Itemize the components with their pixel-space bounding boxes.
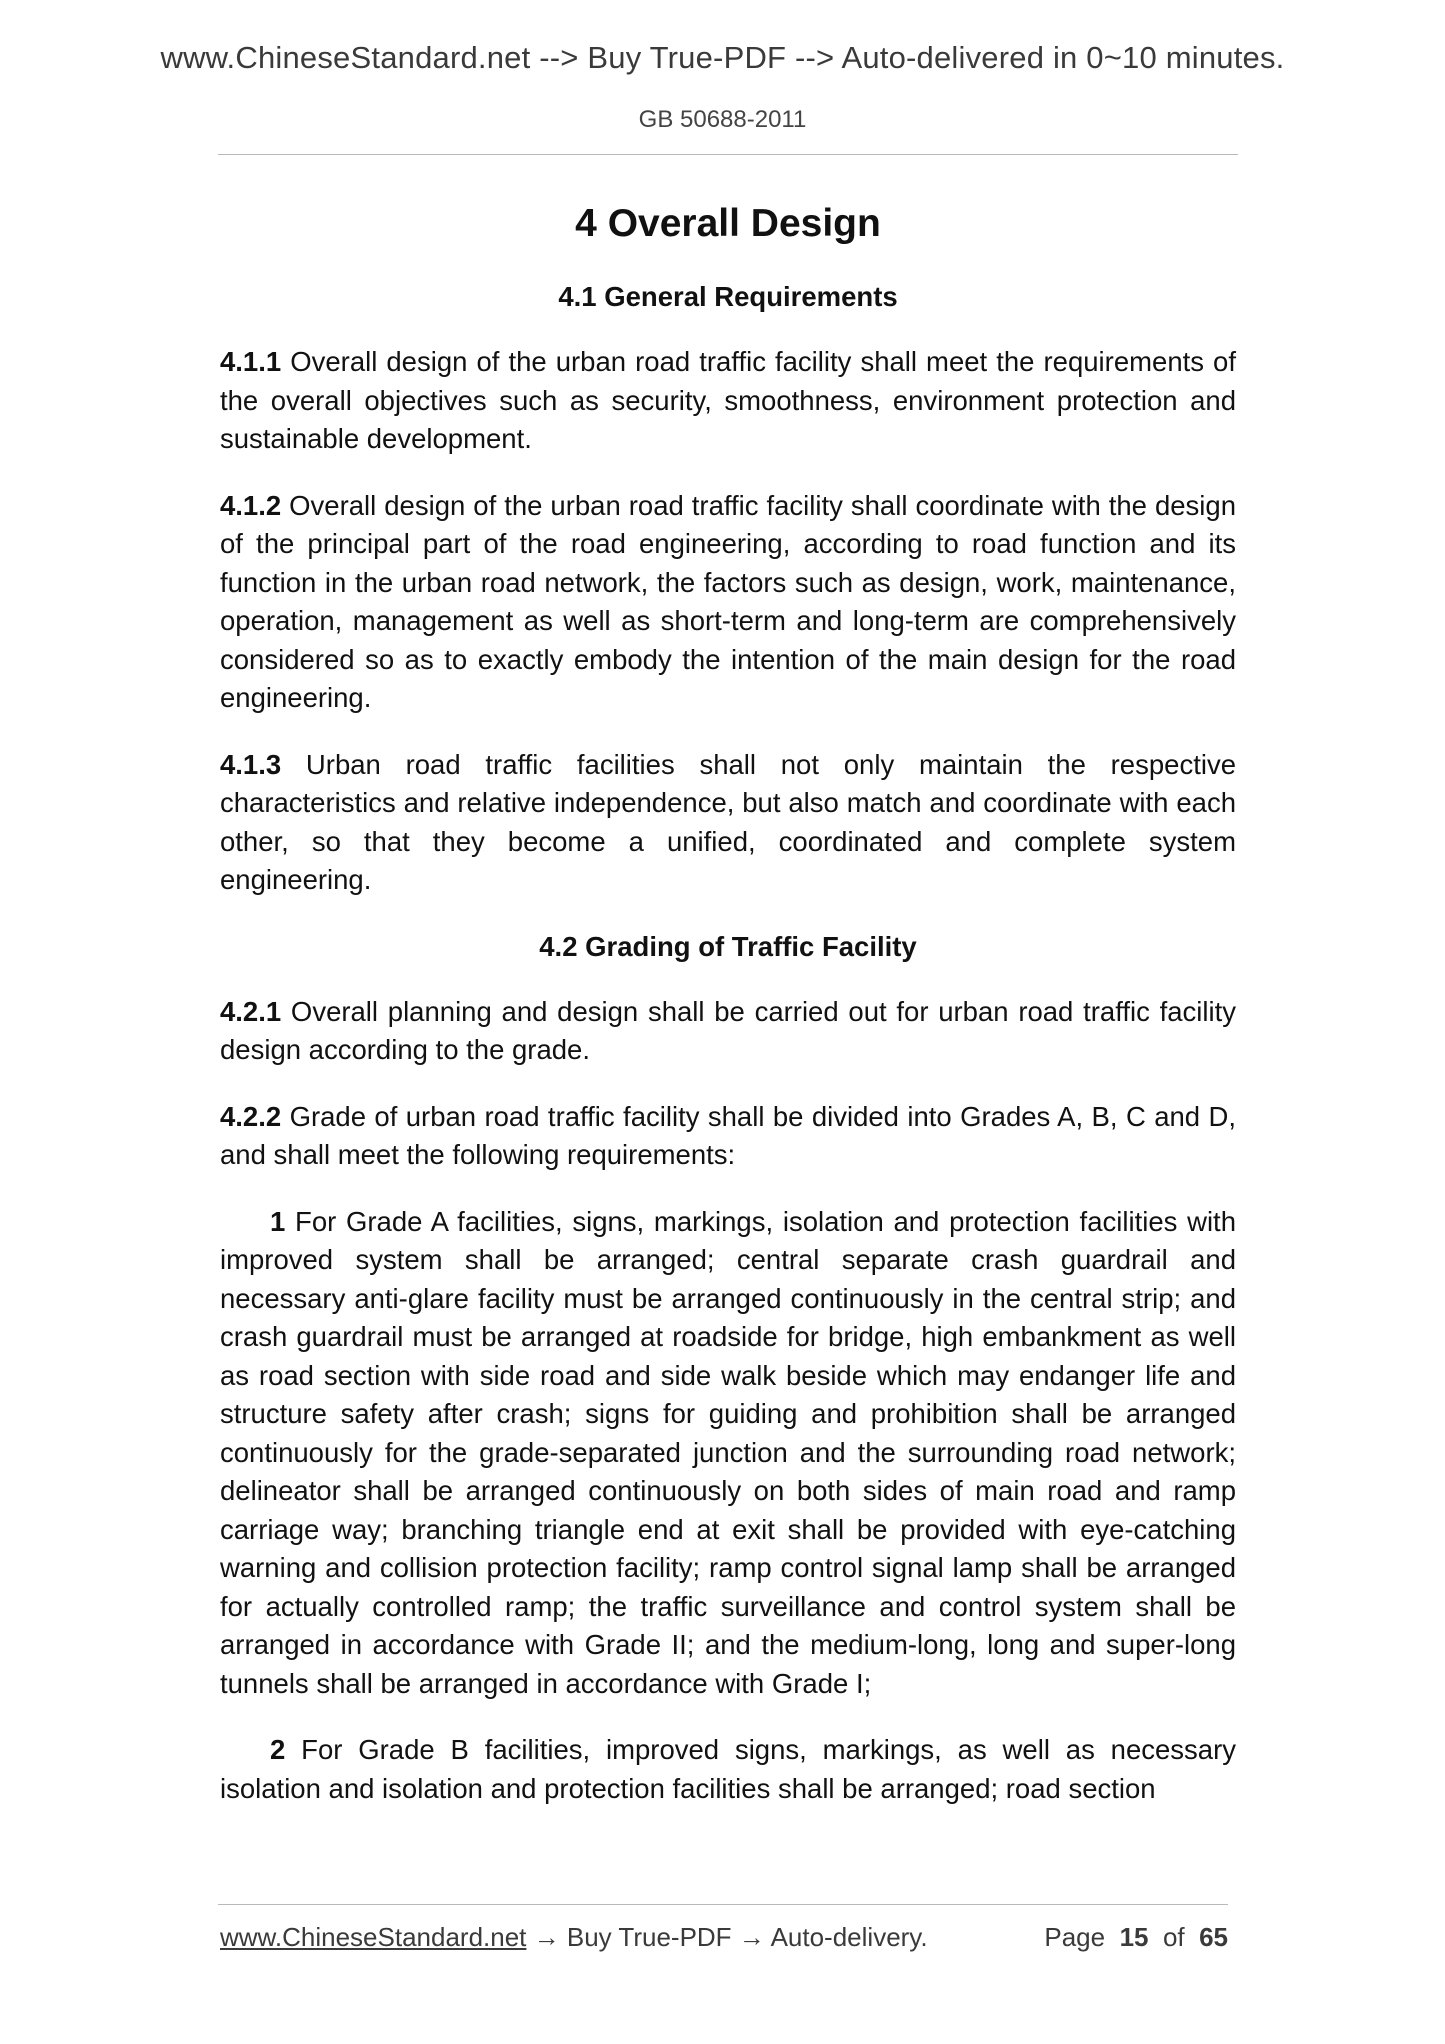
clause-4-1-2 — [220, 487, 1236, 718]
list-item-grade-a — [220, 1203, 1236, 1704]
clause-4-1-1 — [220, 343, 1236, 459]
clause-text: Overall planning and design shall be carried out for urban road traffic facility design according to the grade. — [220, 995, 1236, 1065]
section-title-4-2: 4.2 Grading of Traffic Facility — [539, 930, 917, 962]
website-link[interactable]: www.ChineseStandard.net — [220, 1922, 527, 1952]
page-indicator — [1044, 1922, 1228, 1953]
page-current: 15 — [1119, 1922, 1149, 1952]
item-number: 1 — [270, 1205, 286, 1237]
header-divider — [218, 154, 1238, 155]
clause-text: Urban road traffic facilities shall not only maintain the respective characteristics and relative independence, but also match and coordinate with each other, so that they become a unified, coordinated and complete system engineering. — [220, 748, 1236, 895]
page-total: 65 — [1199, 1922, 1228, 1952]
clause-text: Overall design of the urban road traffic facility shall meet the requirements of the overall objectives such as security, smoothness, environment protection and sustainable development. — [220, 346, 1236, 454]
clause-number: 4.2.2 — [220, 1100, 282, 1132]
page-footer — [220, 1922, 1228, 1956]
item-text: For Grade B facilities, improved signs, markings, as well as necessary isolation and isolation and protection facilities shall be arranged; road section — [220, 1734, 1236, 1804]
delivery-text: → Buy True-PDF → Auto-delivery. — [526, 1922, 928, 1952]
page-of-label: of — [1162, 1922, 1185, 1952]
standard-code: GB 50688-2011 — [638, 106, 807, 133]
clause-number: 4.1.1 — [220, 346, 282, 377]
item-number: 2 — [270, 1734, 286, 1765]
clause-number: 4.2.1 — [220, 995, 282, 1027]
top-banner: www.ChineseStandard.net --> Buy True-PDF --> Auto-delivered in 0~10 minutes. — [160, 40, 1285, 75]
clause-4-2-1 — [220, 993, 1236, 1070]
list-item-grade-b — [220, 1731, 1236, 1808]
clause-number: 4.1.2 — [220, 489, 282, 521]
clause-4-1-3 — [220, 746, 1236, 900]
footer-divider — [218, 1904, 1228, 1905]
chapter-title: 4 Overall Design — [575, 202, 881, 245]
page-label: Page — [1044, 1922, 1106, 1952]
item-text: For Grade A facilities, signs, markings, isolation and protection facilities with improved system shall be arranged; central separate crash guardrail and necessary anti-glare facility must be arranged continuously in the central strip; and crash guardrail must be arranged at roadside for bridge, high embankment as well as road section with side road and side walk beside which may endanger life and structure safety after crash; signs for guiding and prohibition shall be arranged continuously for the grade-separated junction and the surrounding road network; delineator shall be arranged continuously on both sides of main road and ramp carriage way; branching triangle end at exit shall be provided with eye-catching warning and collision protection facility; ramp control signal lamp shall be arranged for actually controlled ramp; the traffic surveillance and control system shall be arranged in accordance with Grade II; and the medium-long, long and super-long tunnels shall be arranged in accordance with Grade I; — [220, 1205, 1236, 1699]
footer-promo — [220, 1922, 928, 1953]
clause-text: Overall design of the urban road traffic facility shall coordinate with the design of the principal part of the road engineering, according to road function and its function in the urban road network, the factors such as design, work, maintenance, operation, management as well as short-term and long-term are comprehensively considered so as to exactly embody the intention of the main design for the road engineering. — [220, 489, 1236, 713]
clause-text: Grade of urban road traffic facility shall be divided into Grades A, B, C and D, and shall meet the following requirements: — [220, 1100, 1236, 1170]
section-title-4-1: 4.1 General Requirements — [558, 281, 898, 312]
clause-4-2-2 — [220, 1098, 1236, 1175]
clause-number: 4.1.3 — [220, 748, 282, 780]
document-body — [220, 196, 1236, 1836]
